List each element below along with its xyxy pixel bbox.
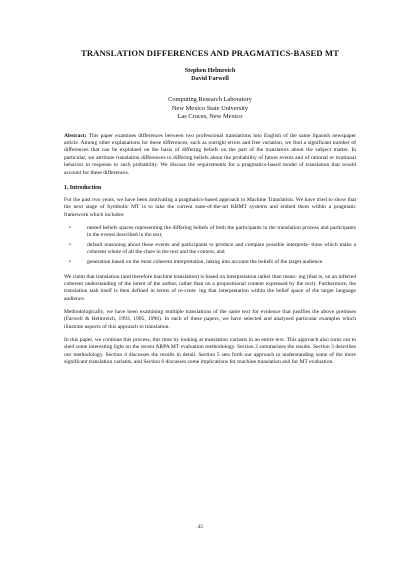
- author-name: Stephen Helmreich: [184, 67, 236, 74]
- bullet-list: [64, 225, 356, 267]
- body-paragraph: We claim that translation (and therefore machine translation) is based on interpretation rather than mean- ing (that is, on an inferred coherent understanding of the intent of the author, rather than on a propositional content expressed by the text). Furthermore, the translation task itself is then defined in terms of re-creat- ing that interpretation within the belief space of the target language audience.: [64, 273, 356, 302]
- abstract-text: This paper examines differences between two professional translations into English of the same Spanish newspaper article. Among other explanations for these differences, such as outright errors and free variation, we find a significant number of differences that can be explained on the basis of differing beliefs on the part of the translators about the subject matter. In particular, we attribute translation differences to differing beliefs about the probability of future events and of rational or irrational behavior in response to such probability. We discuss the requirements for a pragmatics-based model of translation that would account for these differences.: [64, 132, 356, 176]
- section-heading: 1. Introduction: [64, 184, 102, 191]
- author-name: David Farwell: [191, 75, 229, 82]
- affiliation-line: New Mexico State University: [171, 104, 249, 112]
- bullet-item: [64, 225, 356, 240]
- bullet-text: nested beliefs spaces representing the differing beliefs of both the participants in the translation process and participants in the events described in the text,: [87, 224, 356, 239]
- abstract: [64, 133, 356, 177]
- affiliation-block: [64, 96, 356, 122]
- bullet-marker: •: [69, 224, 71, 231]
- bullet-text: default reasoning about these events and participants to produce and compare possible interpreta- tions which make a coherent whole of all the clues in the text and the context, and: [87, 242, 356, 256]
- bullet-marker: •: [69, 242, 71, 249]
- page-number: 43: [197, 524, 203, 530]
- body-paragraph: In this paper, we continue this process, this time by looking at translation variants in an entire text. This approach also turns out to shed some interesting light on the recent ARPA MT evaluation methodology. Section 2 summarizes the results. Section 3 describes our methodology. Section 4 discusses the results in detail. Section 5 sets forth our approach to understanding some of the more significant translation variants, and Section 6 discusses some implications for machine translation and for MT evaluation.: [64, 337, 356, 366]
- bullet-item: [64, 259, 356, 266]
- author-block: [64, 67, 356, 83]
- bullet-marker: •: [69, 259, 71, 266]
- body-paragraph: Methodologically, we have been examining multiple translations of the same text for evidence that justifies the above premises (Farwell & Helmreich, 1993, 1995, 1996). In each of these papers, we have selected and analyzed particular examples which illustrate aspects of this approach to translation.: [64, 308, 356, 330]
- paper-title: TRANSLATION DIFFERENCES AND PRAGMATICS-BASED MT: [81, 48, 339, 58]
- affiliation-line: Computing Research Laboratory: [168, 96, 252, 103]
- bullet-item: [64, 242, 356, 257]
- affiliation-line: Las Cruces, New Mexico: [177, 113, 243, 121]
- bullet-text: generation based on the most coherent interpretation, taking into account the beliefs of the target audience.: [87, 259, 324, 266]
- body-paragraph: For the past two years, we have been motivating a pragmatics-based approach to Machine Translation. We have tried to show that the next stage of Symbolic MT is to take the current state-of-the-art KBMT systems and embed them within a pragmatic framework which includes:: [64, 196, 356, 218]
- abstract-label: Abstract:: [64, 132, 87, 139]
